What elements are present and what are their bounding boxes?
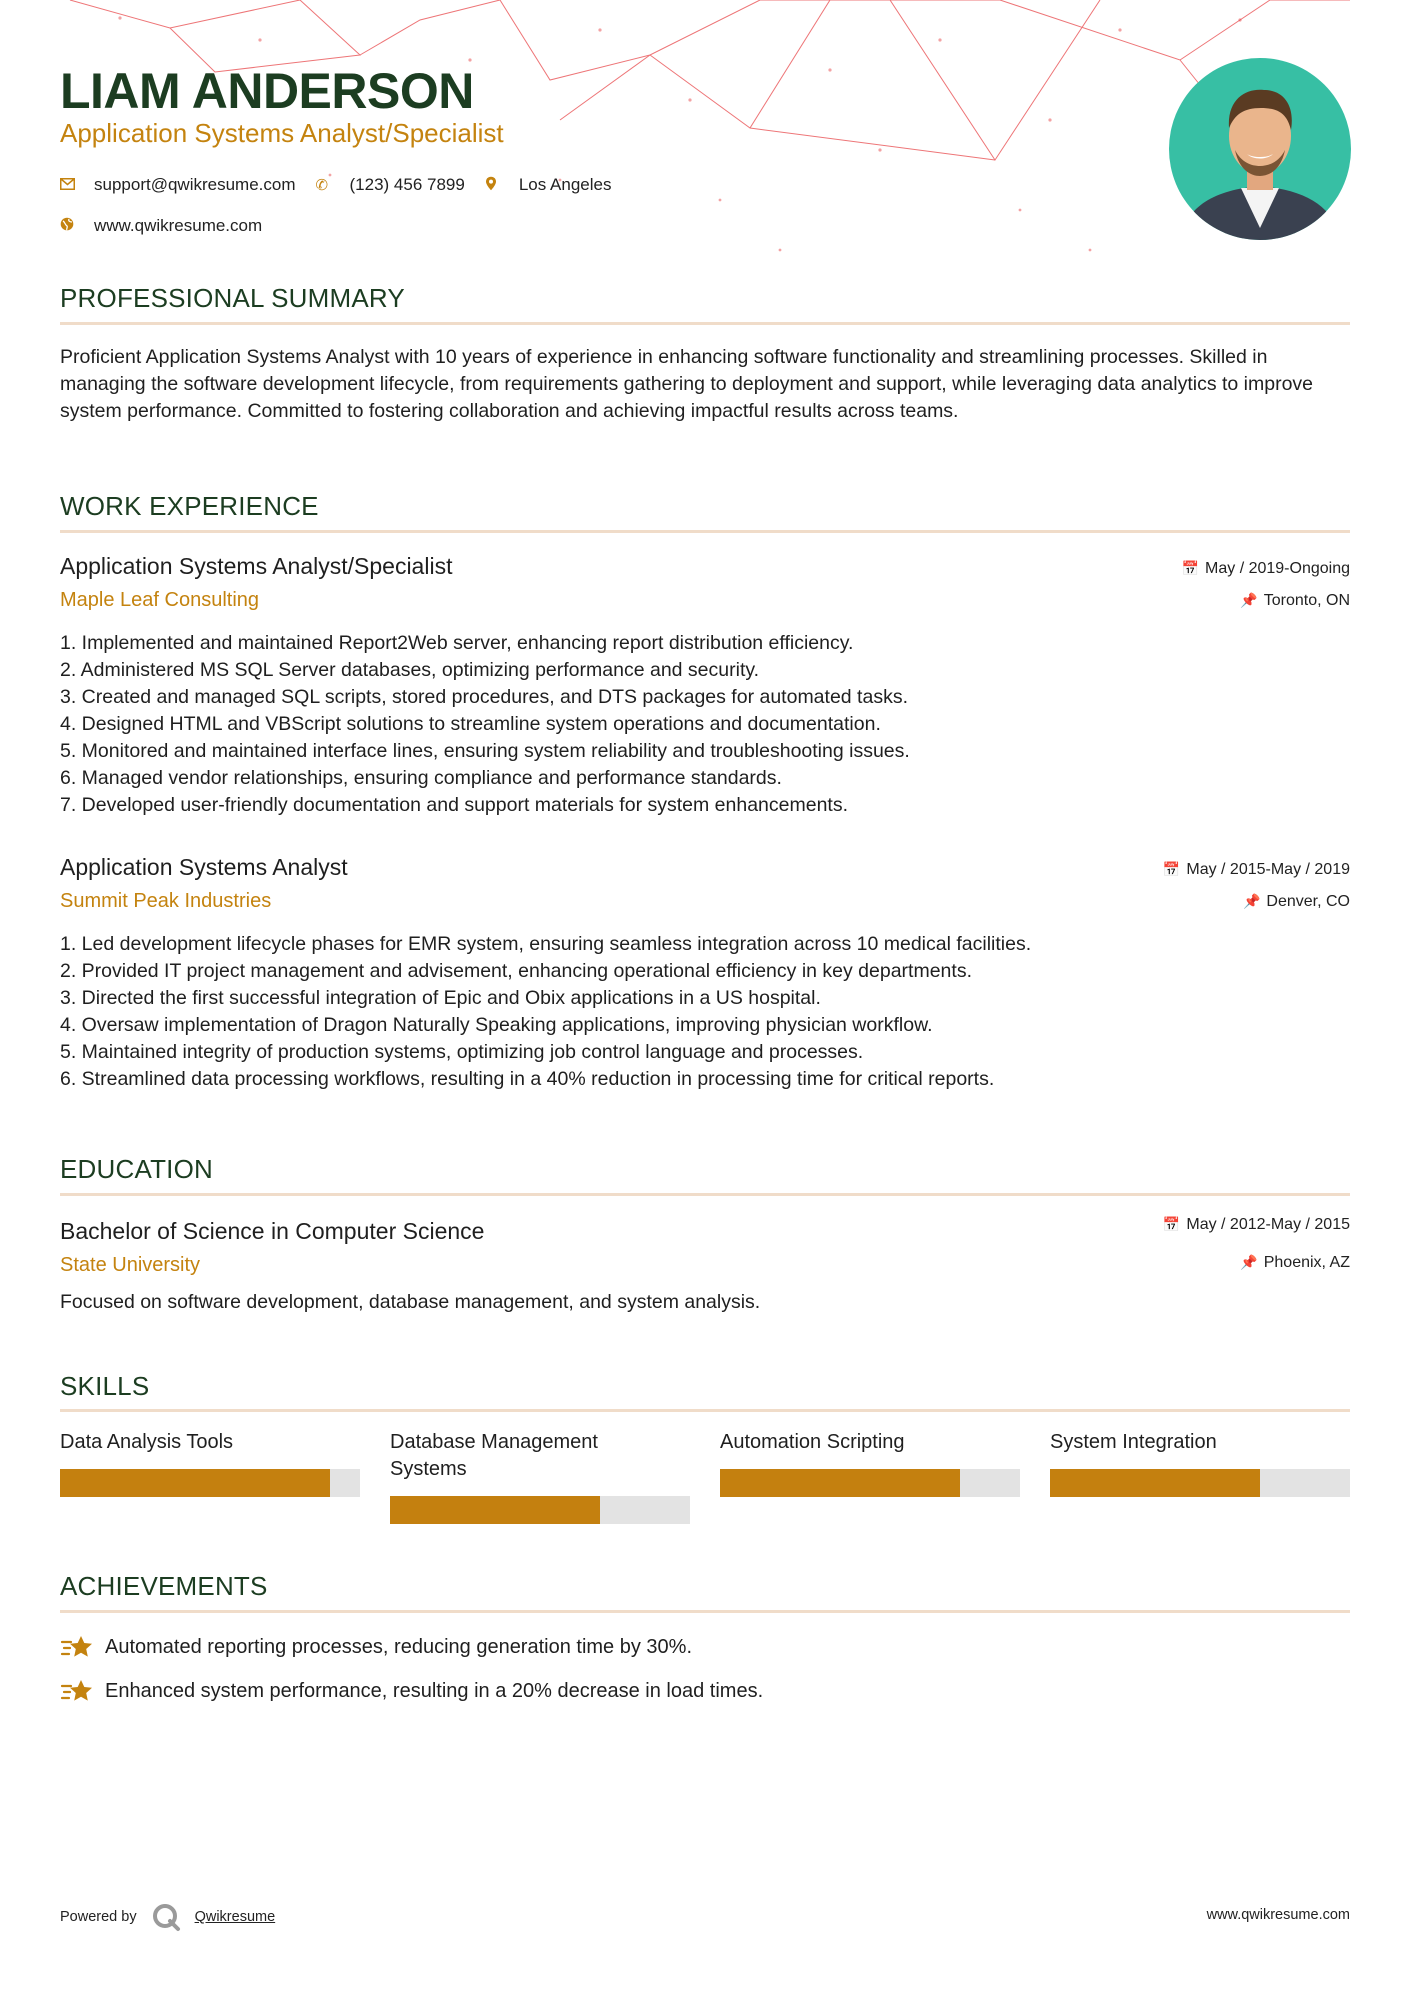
pushpin-icon: 📌: [1240, 1254, 1258, 1270]
calendar-icon: 📅: [1181, 560, 1200, 576]
skill-name: System Integration: [1050, 1431, 1217, 1453]
skill-bar: [1050, 1469, 1350, 1497]
skill-name: Data Analysis Tools: [60, 1431, 234, 1453]
list-item: 2. Provided IT project management and advisement, enhancing operational efficiency in key departments.: [60, 960, 972, 982]
skill-bar: [390, 1496, 690, 1524]
list-item: 3. Directed the first successful integration of Epic and Obix applications in a US hospital.: [60, 987, 821, 1009]
skill-bar-fill: [1050, 1469, 1260, 1497]
map-pin-icon: [485, 176, 505, 195]
skill-bar-fill: [720, 1469, 960, 1497]
calendar-icon: 📅: [1162, 1216, 1181, 1232]
skill-bar: [720, 1469, 1020, 1497]
achievement-item: [60, 1632, 692, 1662]
qwikresume-link[interactable]: Qwikresume: [194, 1909, 276, 1925]
list-item: 6. Streamlined data processing workflows, resulting in a 40% reduction in processing time for critical reports.: [60, 1068, 995, 1090]
education-degree: Bachelor of Science in Computer Science: [60, 1218, 485, 1244]
powered-by-label: Powered by: [60, 1909, 137, 1925]
job-location-text: Denver, CO: [1266, 893, 1350, 910]
star-icon: [60, 1676, 94, 1706]
job-dates: [1163, 861, 1350, 879]
job-responsibilities: [60, 630, 1350, 819]
footer-powered-by: [60, 1902, 275, 1932]
skill-item: [1050, 1429, 1350, 1456]
job-location: [1243, 893, 1350, 911]
skill-name: Automation Scripting: [720, 1431, 905, 1453]
list-item: 6. Managed vendor relationships, ensuring compliance and performance standards.: [60, 767, 782, 789]
education-school: State University: [60, 1254, 201, 1276]
list-item: 7. Developed user-friendly documentation and support materials for system enhancements.: [60, 794, 848, 816]
education-dates: [1163, 1216, 1350, 1234]
education-heading: EDUCATION: [60, 1154, 213, 1184]
candidate-role: Application Systems Analyst/Specialist: [60, 118, 504, 148]
job-company: Summit Peak Industries: [60, 890, 272, 912]
job-location: [1240, 592, 1350, 610]
achievement-text: Automated reporting processes, reducing generation time by 30%.: [105, 1635, 693, 1658]
job-title: Application Systems Analyst/Specialist: [60, 553, 453, 579]
skill-item: [390, 1429, 640, 1483]
skills-divider: [60, 1409, 1350, 1412]
list-item: 2. Administered MS SQL Server databases, optimizing performance and security.: [60, 659, 760, 681]
globe-icon: [60, 217, 80, 235]
contact-location: Los Angeles: [518, 175, 612, 194]
experience-heading: WORK EXPERIENCE: [60, 491, 319, 521]
job-dates: [1182, 560, 1350, 578]
phone-icon: ✆: [315, 177, 329, 194]
contact-email[interactable]: support@qwikresume.com: [94, 175, 296, 194]
pushpin-icon: 📌: [1240, 592, 1258, 608]
contact-phone[interactable]: (123) 456 7899: [349, 175, 465, 194]
list-item: 1. Implemented and maintained Report2Web server, enhancing report distribution efficiency.: [60, 632, 854, 654]
skills-heading: SKILLS: [60, 1371, 150, 1401]
education-location: [1240, 1254, 1350, 1272]
job-responsibilities: [60, 931, 1350, 1093]
contact-website[interactable]: www.qwikresume.com: [94, 216, 263, 235]
profile-photo: [1169, 58, 1351, 240]
job-location-text: Toronto, ON: [1263, 592, 1350, 609]
job-dates-text: May / 2019-Ongoing: [1205, 560, 1350, 577]
contact-row-2: [60, 216, 262, 236]
education-location-text: Phoenix, AZ: [1263, 1254, 1350, 1271]
job-dates-text: May / 2015-May / 2019: [1186, 861, 1350, 878]
list-item: 1. Led development lifecycle phases for EMR system, ensuring seamless integration across 10 medical facilities.: [60, 933, 1032, 955]
calendar-icon: 📅: [1162, 861, 1181, 877]
list-item: 4. Oversaw implementation of Dragon Naturally Speaking applications, improving physician workflow.: [60, 1014, 933, 1036]
summary-divider: [60, 322, 1350, 325]
contact-row-1: [60, 175, 611, 195]
skill-item: [720, 1429, 1020, 1456]
summary-text: Proficient Application Systems Analyst with 10 years of experience in enhancing software functionality and streamlining processes. Skilled in managing the software development lifecycle, from requirements gathering to deployment and support, while leveraging data analytics to improve system performance. Committed to fostering collaboration and achieving impactful results across teams.: [60, 346, 1314, 422]
achievement-item: [60, 1676, 763, 1706]
achievements-heading: ACHIEVEMENTS: [60, 1571, 268, 1601]
skill-bar: [60, 1469, 360, 1497]
qwikresume-logo-icon: [151, 1902, 181, 1932]
skill-item: [60, 1429, 360, 1456]
list-item: 5. Monitored and maintained interface lines, ensuring system reliability and troubleshooting issues.: [60, 740, 910, 762]
job-company: Maple Leaf Consulting: [60, 589, 260, 611]
footer-website[interactable]: www.qwikresume.com: [1206, 1907, 1350, 1923]
achievement-text: Enhanced system performance, resulting in a 20% decrease in load times.: [105, 1679, 764, 1702]
experience-divider: [60, 530, 1350, 533]
skill-name: Database Management Systems: [390, 1431, 598, 1480]
education-description: Focused on software development, database management, and system analysis.: [60, 1291, 761, 1313]
star-icon: [60, 1632, 94, 1662]
summary-heading: PROFESSIONAL SUMMARY: [60, 283, 405, 313]
list-item: 5. Maintained integrity of production systems, optimizing job control language and processes.: [60, 1041, 864, 1063]
education-dates-text: May / 2012-May / 2015: [1186, 1216, 1350, 1233]
skill-bar-fill: [390, 1496, 600, 1524]
envelope-icon: [60, 177, 80, 194]
candidate-name: LIAM ANDERSON: [60, 63, 474, 119]
achievements-divider: [60, 1610, 1350, 1613]
list-item: 3. Created and managed SQL scripts, stored procedures, and DTS packages for automated tasks.: [60, 686, 908, 708]
skill-bar-fill: [60, 1469, 330, 1497]
job-title: Application Systems Analyst: [60, 854, 348, 880]
list-item: 4. Designed HTML and VBScript solutions to streamline system operations and documentation.: [60, 713, 881, 735]
education-divider: [60, 1193, 1350, 1196]
pushpin-icon: 📌: [1242, 893, 1261, 909]
